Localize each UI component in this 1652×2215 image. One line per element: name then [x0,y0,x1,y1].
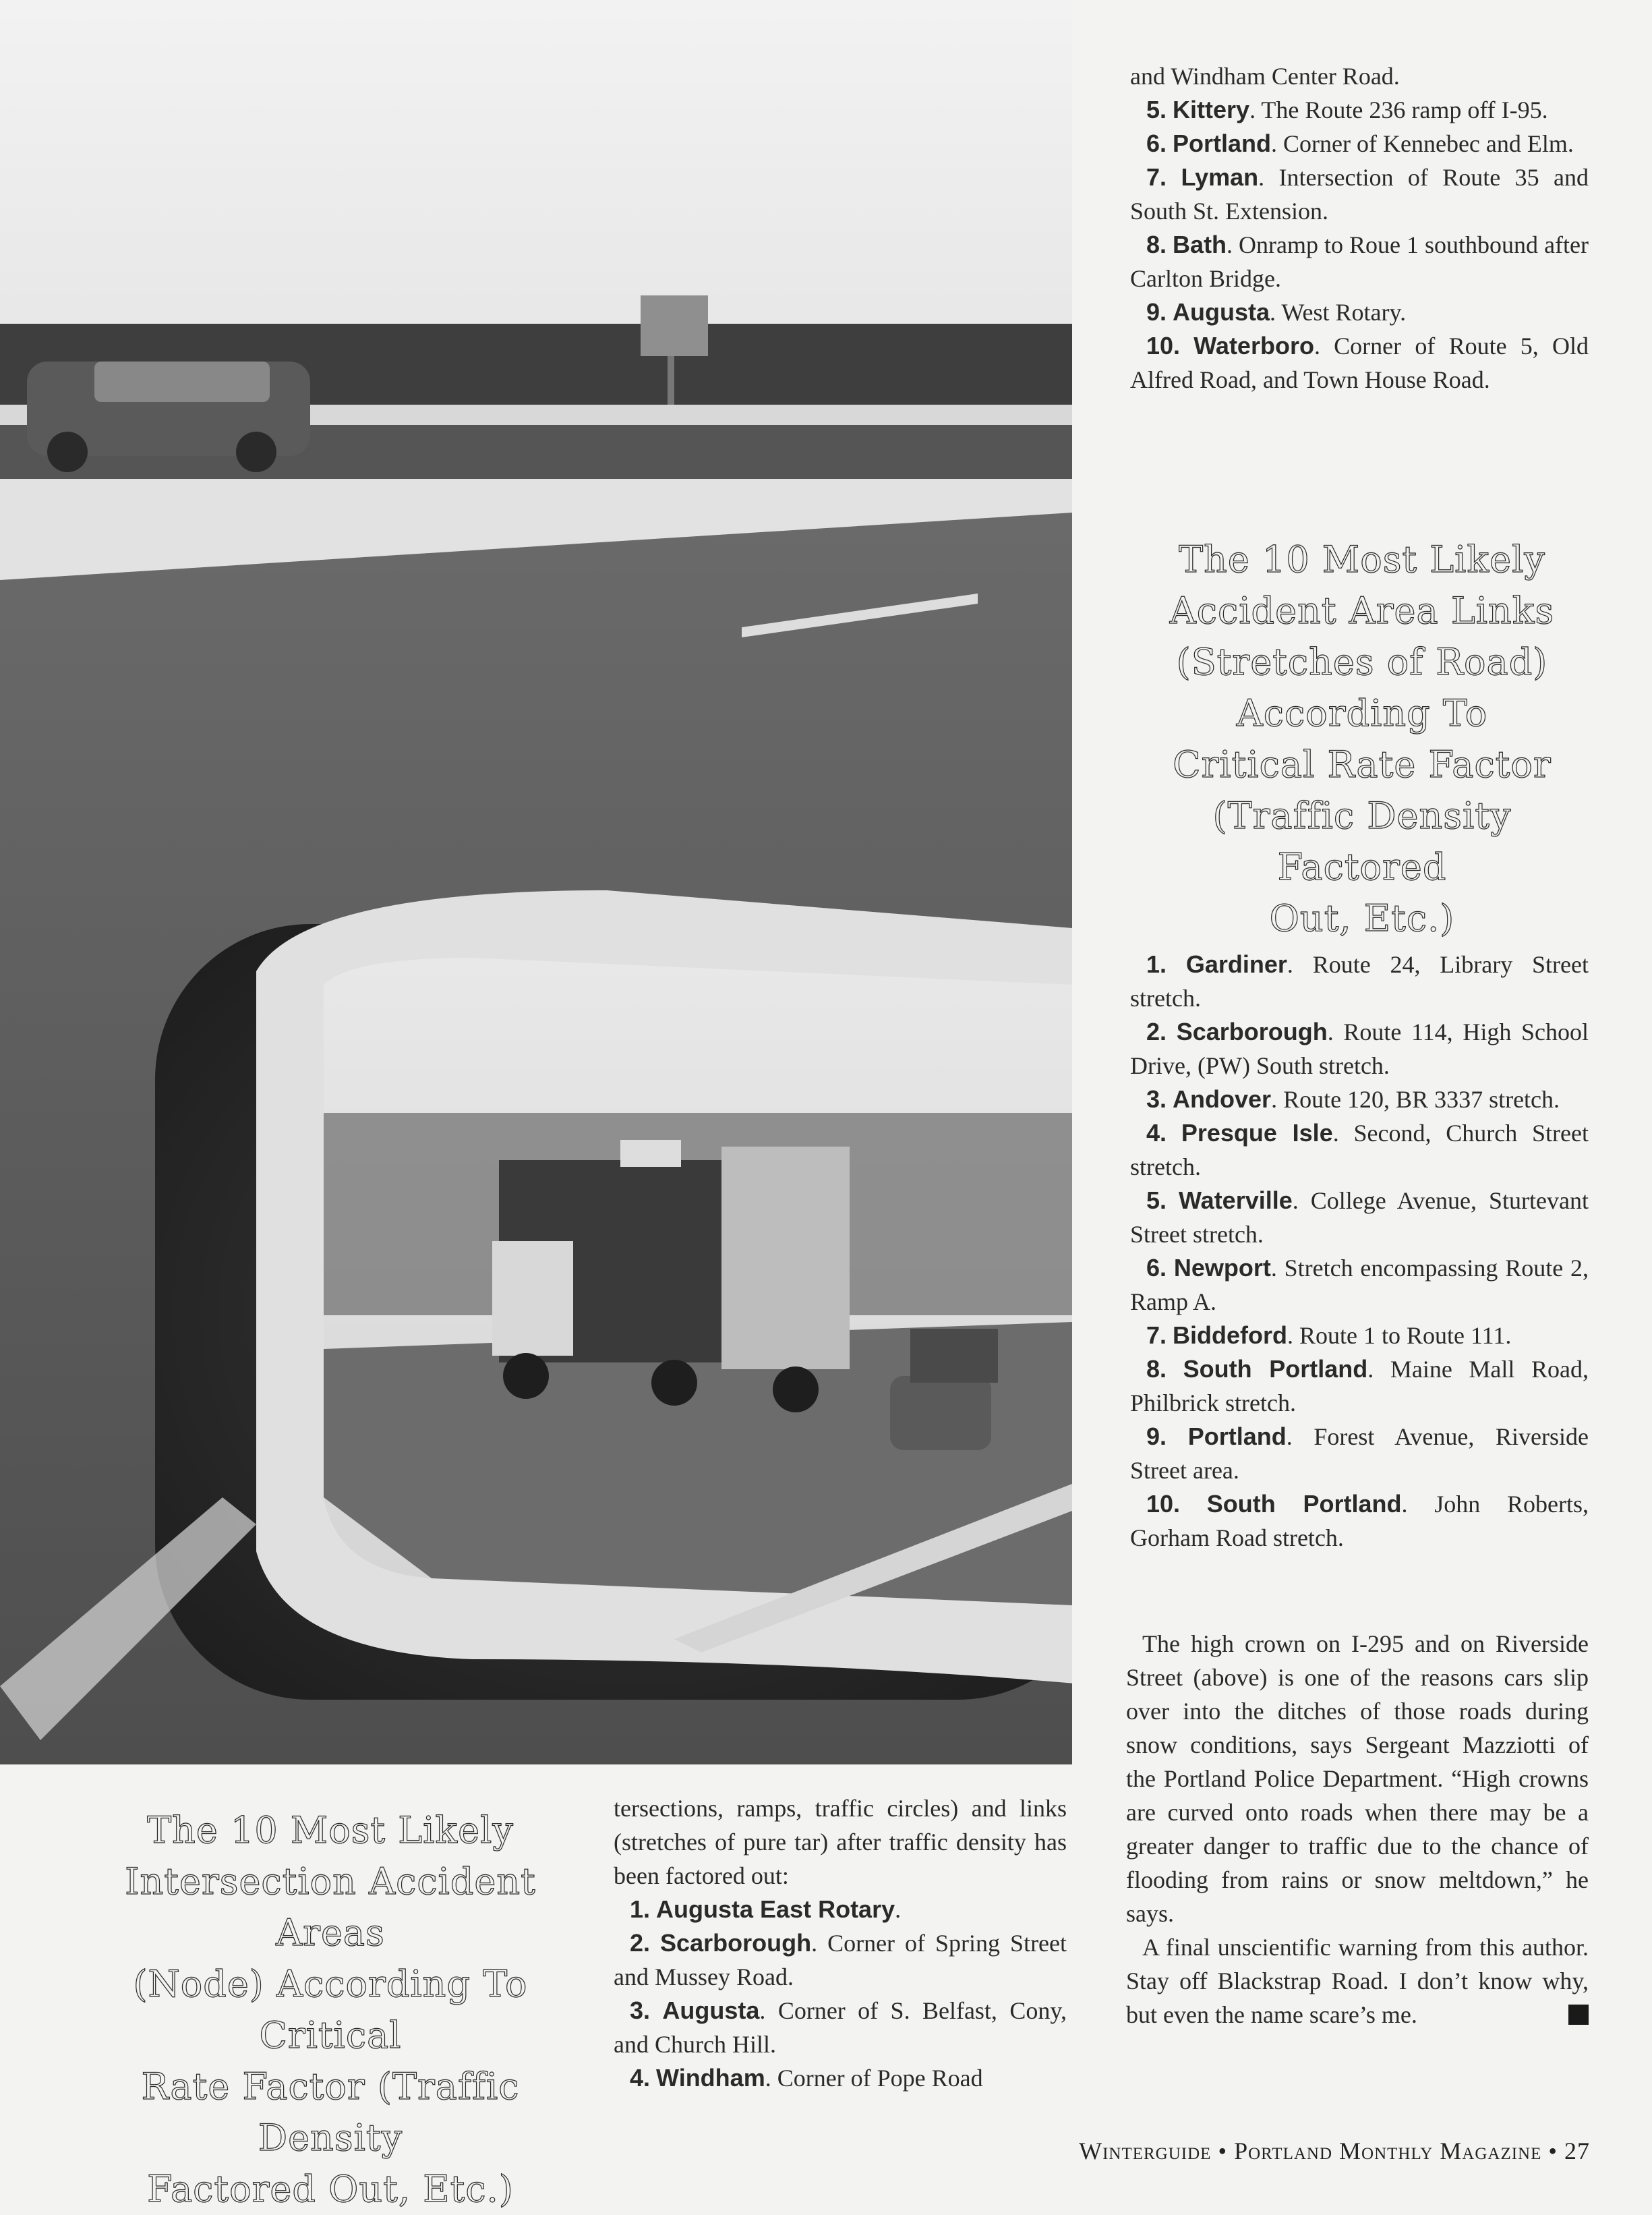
list-item: 3. Augusta. Corner of S. Belfast, Cony, and Church Hill. [614,1996,1067,2058]
intersections-list-continued [1130,59,1589,397]
list-item: 3. Andover. Route 120, BR 3337 stretch. [1146,1085,1560,1113]
list-item: 2. Scarborough. Corner of Spring Street and Mussey Road. [614,1929,1067,1990]
list-item: 8. Bath. Onramp to Roue 1 southbound after Carlton Bridge. [1130,231,1589,292]
list-item: 7. Lyman. Intersection of Route 35 and South St. Extension. [1130,163,1589,225]
footer-bullet: • [1548,2137,1558,2164]
list-item: 9. Portland. Forest Avenue, Riverside Street area. [1130,1422,1589,1484]
heading-line: (Stretches of Road) [1176,641,1548,683]
list-item: 4. Windham. Corner of Pope Road [630,2064,983,2092]
heading-line: According To [1236,692,1488,735]
closing-paragraphs [1126,1627,1589,2032]
heading-line: The 10 Most Likely [147,1809,514,1851]
footer-magazine: Portland Monthly Magazine [1234,2137,1542,2164]
footer-section: Winterguide [1079,2137,1212,2164]
list-item: 9. Augusta. West Rotary. [1146,298,1407,326]
list-item: 10. Waterboro. Corner of Route 5, Old Alfred Road, and Town House Road. [1130,332,1589,393]
links-list [1130,948,1589,1555]
list-item: 6. Portland. Corner of Kennebec and Elm. [1146,130,1574,157]
footer-bullet: • [1218,2137,1228,2164]
heading-line: Rate Factor (Traffic Density [141,2065,520,2159]
links-section-heading [1146,534,1578,944]
list-item: 1. Augusta East Rotary. [630,1895,902,1923]
list-item: 10. South Portland. John Roberts, Gorham Road stretch. [1130,1490,1589,1551]
heading-line: Critical Rate Factor [1173,743,1552,786]
list-item: 2. Scarborough. Route 114, High School Drive, (PW) South stretch. [1130,1018,1589,1079]
list-item: 8. South Portland. Maine Mall Road, Philbrick stretch. [1130,1355,1589,1416]
heading-line: (Node) According To Critical [133,1963,528,2056]
list-item: 1. Gardiner. Route 24, Library Street stretch. [1130,950,1589,1012]
list-item: 5. Waterville. College Avenue, Sturtevant Street stretch. [1130,1186,1589,1248]
intersection-section-heading [94,1805,566,2215]
list-item: 4. Presque Isle. Second, Church Street stretch. [1130,1119,1589,1180]
heading-line: The 10 Most Likely [1179,538,1545,581]
closing-paragraph-2: A final unscientific warning from this author. Stay off Blackstrap Road. I don’t know why, but even the name scare’s me. [1126,1934,1589,2028]
intersections-list [614,1791,1067,2095]
heading-line: Out, Etc.) [1269,897,1455,940]
page-footer [1079,2137,1590,2165]
heading-line: (Traffic Density Factored [1212,795,1512,888]
heading-line: Accident Area Links [1169,589,1555,632]
continuation-text: and Windham Center Road. [1130,63,1400,90]
list-item: 7. Biddeford. Route 1 to Route 111. [1146,1321,1512,1349]
page-number: 27 [1564,2137,1590,2164]
closing-paragraph-1: The high crown on I-295 and on Riverside Street (above) is one of the reasons cars slip over into the ditches of those roads during snow conditions, says Sergeant Mazziotti of the Portland Police Department. “High crowns are curved onto roads when there may be a greater danger to traffic due to the chance of flooding from rains or snow meltdown,” he says. [1126,1630,1589,1927]
heading-line: Intersection Accident Areas [125,1860,536,1954]
heading-line: Factored Out, Etc.) [147,2168,514,2210]
list-item: 5. Kittery. The Route 236 ramp off I-95. [1146,96,1548,123]
end-mark-icon [1568,2005,1589,2025]
intro-text: tersections, ramps, traffic circles) and links (stretches of pure tar) after traffic density has been factored out: [614,1795,1067,1889]
list-item: 6. Newport. Stretch encompassing Route 2, Ramp A. [1130,1254,1589,1315]
